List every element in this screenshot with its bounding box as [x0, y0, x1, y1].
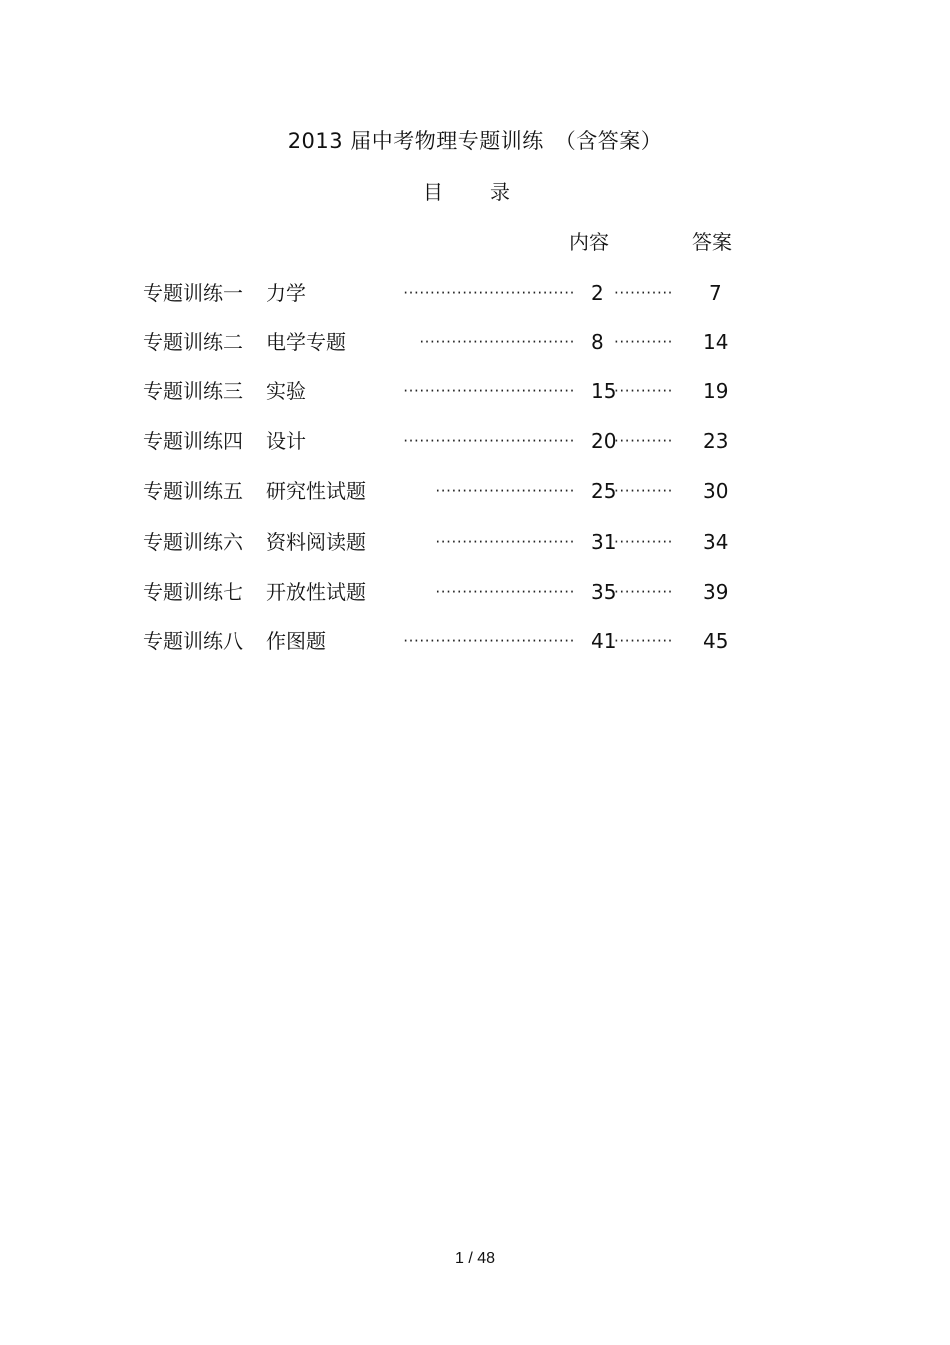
- toc-answer-page: 45: [703, 629, 729, 653]
- toc-entry-label: 专题训练三: [143, 379, 243, 403]
- toc-entry[interactable]: [0, 577, 950, 607]
- toc-heading-left: 目: [423, 180, 443, 204]
- toc-answer-page: 14: [703, 330, 729, 354]
- toc-entry-label: 专题训练七: [143, 580, 243, 604]
- toc-content-page: 15: [591, 379, 617, 403]
- toc-leader-dots-2: ···········: [614, 632, 674, 650]
- toc-entry-label: 专题训练八: [143, 629, 243, 653]
- toc-entry-label: 专题训练五: [143, 479, 243, 503]
- toc-leader-dots-2: ···········: [614, 284, 674, 302]
- toc-leader-dots: ································: [403, 284, 575, 302]
- toc-entry[interactable]: [0, 278, 950, 308]
- toc-content-page: 25: [591, 479, 617, 503]
- page-indicator: 1 / 48: [454, 1250, 496, 1267]
- toc-entry-label: 专题训练四: [143, 429, 243, 453]
- toc-entry[interactable]: [0, 426, 950, 456]
- toc-leader-dots: ··························: [435, 583, 575, 601]
- toc-leader-dots: ·····························: [419, 333, 575, 351]
- toc-content-page: 41: [591, 629, 617, 653]
- toc-answer-page: 7: [709, 281, 722, 305]
- toc-entry-topic: 研究性试题: [266, 479, 366, 503]
- toc-answer-page: 19: [703, 379, 729, 403]
- toc-entry[interactable]: [0, 376, 950, 406]
- toc-leader-dots-2: ···········: [614, 533, 674, 551]
- toc-leader-dots: ··························: [435, 482, 575, 500]
- toc-entry[interactable]: [0, 476, 950, 506]
- toc-heading-right: 录: [490, 180, 510, 204]
- toc-leader-dots-2: ···········: [614, 482, 674, 500]
- toc-entry-topic: 电学专题: [266, 330, 346, 354]
- toc-entry[interactable]: [0, 527, 950, 557]
- toc-entry-label: 专题训练二: [143, 330, 243, 354]
- toc-entry-topic: 资料阅读题: [266, 530, 366, 554]
- toc-leader-dots: ································: [403, 632, 575, 650]
- toc-entry-label: 专题训练一: [143, 281, 243, 305]
- toc-leader-dots-2: ···········: [614, 333, 674, 351]
- toc-leader-dots-2: ···········: [614, 382, 674, 400]
- toc-entry-topic: 开放性试题: [266, 580, 366, 604]
- toc-answer-page: 23: [703, 429, 729, 453]
- toc-leader-dots: ··························: [435, 533, 575, 551]
- toc-content-page: 31: [591, 530, 617, 554]
- toc-content-page: 35: [591, 580, 617, 604]
- toc-answer-page: 30: [703, 479, 729, 503]
- document-title: 2013 届中考物理专题训练 （含答案）: [287, 129, 663, 153]
- toc-entry-topic: 设计: [266, 429, 306, 453]
- toc-entry[interactable]: [0, 626, 950, 656]
- toc-entry-topic: 实验: [266, 379, 306, 403]
- toc-entry[interactable]: [0, 327, 950, 357]
- column-header-content: 内容: [569, 230, 609, 254]
- toc-content-page: 2: [591, 281, 604, 305]
- toc-answer-page: 39: [703, 580, 729, 604]
- toc-content-page: 20: [591, 429, 617, 453]
- column-header-answer: 答案: [692, 230, 732, 254]
- toc-leader-dots-2: ···········: [614, 583, 674, 601]
- toc-leader-dots: ································: [403, 432, 575, 450]
- toc-entry-topic: 力学: [266, 281, 306, 305]
- toc-content-page: 8: [591, 330, 604, 354]
- toc-leader-dots: ································: [403, 382, 575, 400]
- toc-entry-topic: 作图题: [266, 629, 326, 653]
- toc-leader-dots-2: ···········: [614, 432, 674, 450]
- toc-entry-label: 专题训练六: [143, 530, 243, 554]
- toc-answer-page: 34: [703, 530, 729, 554]
